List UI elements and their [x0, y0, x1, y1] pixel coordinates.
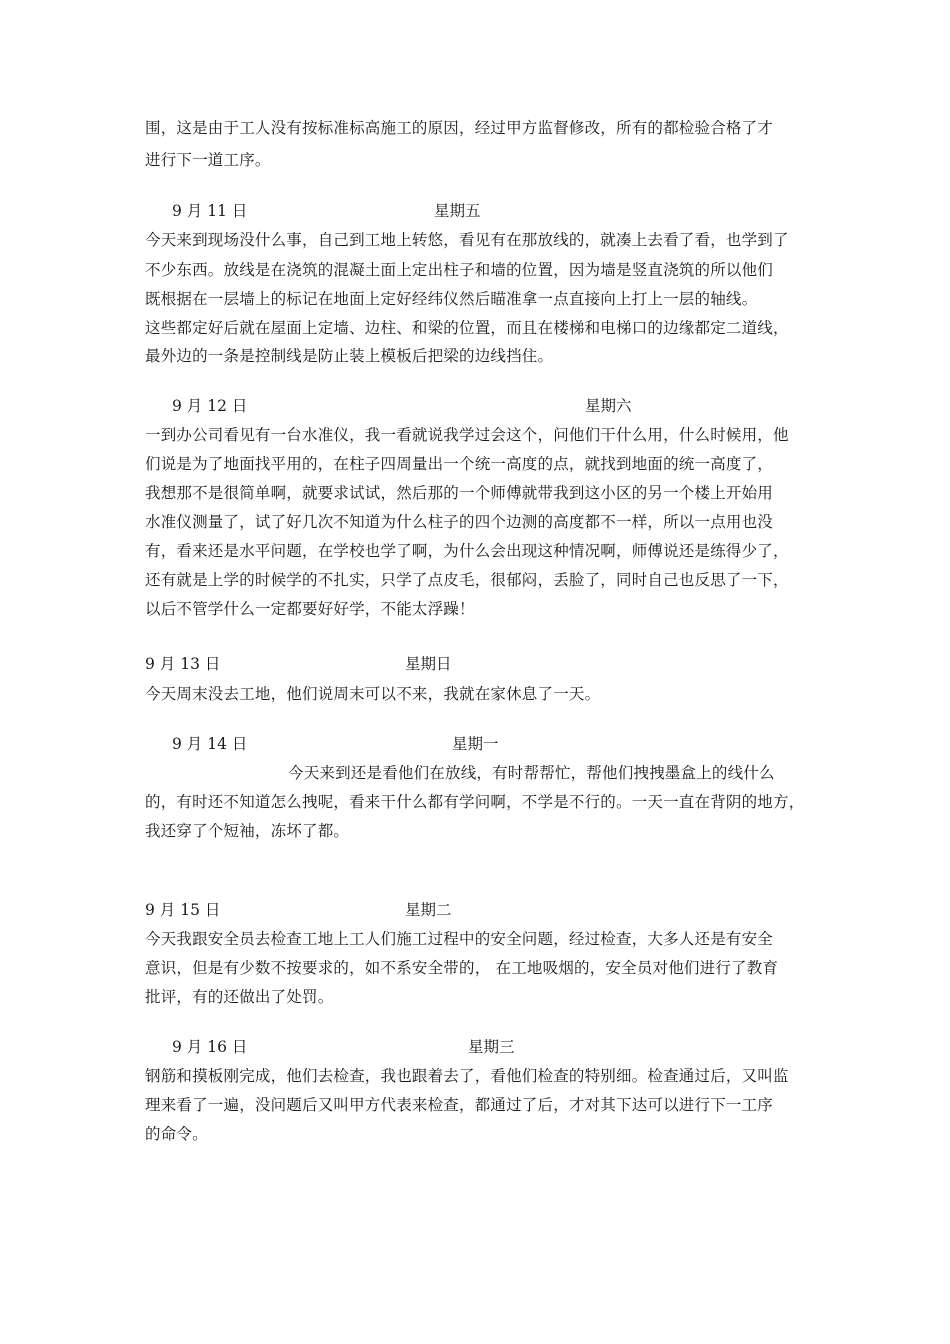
entry-line: 意识，但是有少数不按要求的，如不系安全带的， 在工地吸烟的，安全员对他们进行了教育 [145, 959, 779, 977]
entry-weekday: 星期三 [468, 1038, 515, 1056]
entry-line: 今天周末没去工地，他们说周末可以不来，我就在家休息了一天。 [145, 685, 601, 703]
entry-line: 今天我跟安全员去检查工地上工人们施工过程中的安全问题，经过检查，大多人还是有安全 [145, 930, 774, 948]
entry-line: 的，有时还不知道怎么拽呢，看来干什么都有学问啊，不学是不行的。一天一直在背阴的地方， [145, 793, 805, 811]
entry-line: 不少东西。放线是在浇筑的混凝土面上定出柱子和墙的位置，因为墙是竖直浇筑的所以他们 [145, 261, 774, 279]
entry-date: 9 月 11 日 [172, 202, 248, 220]
entry-line: 我还穿了个短袖，冻坏了都。 [145, 822, 350, 840]
entry-date: 9 月 16 日 [172, 1038, 248, 1056]
entry-line: 钢筋和摸板刚完成，他们去检查，我也跟着去了，看他们检查的特别细。检查通过后，又叫监 [145, 1067, 789, 1085]
entry-line: 我想那不是很简单啊，就要求试试，然后那的一个师傅就带我到这小区的另一个楼上开始用 [145, 484, 774, 502]
entry-line: 还有就是上学的时候学的不扎实，只学了点皮毛，很郁闷，丢脸了，同时自己也反思了一下， [145, 571, 789, 589]
entry-line: 这些都定好后就在屋面上定墙、边柱、和梁的位置，而且在楼梯和电梯口的边缘都定二道线， [145, 319, 789, 337]
entry-line: 最外边的一条是控制线是防止装上模板后把梁的边线挡住。 [145, 347, 554, 365]
entry-line: 既根据在一层墙上的标记在地面上定好经纬仪然后瞄准拿一点直接向上打上一层的轴线。 [145, 290, 758, 308]
entry-date: 9 月 13 日 [145, 655, 221, 673]
entry-line: 的命令。 [145, 1125, 208, 1143]
entry-line: 今天来到现场没什么事，自己到工地上转悠，看见有在那放线的，就凑上去看了看，也学到了 [145, 231, 789, 249]
entry-weekday: 星期一 [452, 735, 499, 753]
entry-weekday: 星期五 [434, 202, 481, 220]
entry-line: 理来看了一遍，没问题后又叫甲方代表来检查，都通过了后，才对其下达可以进行下一工序 [145, 1096, 774, 1114]
entry-line: 有，看来还是水平问题，在学校也学了啊，为什么会出现这种情况啊，师傅说还是练得少了， [145, 542, 789, 560]
entry-line: 批评，有的还做出了处罚。 [145, 988, 334, 1006]
entry-line: 一到办公司看见有一台水准仪，我一看就说我学过会这个，问他们干什么用，什么时候用，他 [145, 426, 789, 444]
entry-weekday: 星期日 [405, 655, 452, 673]
entry-line: 今天来到还是看他们在放线，有时帮帮忙，帮他们拽拽墨盒上的线什么 [288, 764, 775, 782]
entry-line: 们说是为了地面找平用的，在柱子四周量出一个统一高度的点，就找到地面的统一高度了， [145, 455, 774, 473]
entry-date: 9 月 12 日 [172, 397, 248, 415]
entry-weekday: 星期二 [405, 901, 452, 919]
entry-weekday: 星期六 [585, 397, 632, 415]
intro-line: 进行下一道工序。 [145, 151, 271, 169]
entry-line: 水准仪测量了，试了好几次不知道为什么柱子的四个边测的高度都不一样，所以一点用也没 [145, 513, 774, 531]
entry-line: 以后不管学什么一定都要好好学，不能太浮躁！ [145, 600, 475, 618]
entry-date: 9 月 15 日 [145, 901, 221, 919]
intro-line: 围，这是由于工人没有按标准标高施工的原因，经过甲方监督修改，所有的都检验合格了才 [145, 119, 774, 137]
entry-date: 9 月 14 日 [172, 735, 248, 753]
